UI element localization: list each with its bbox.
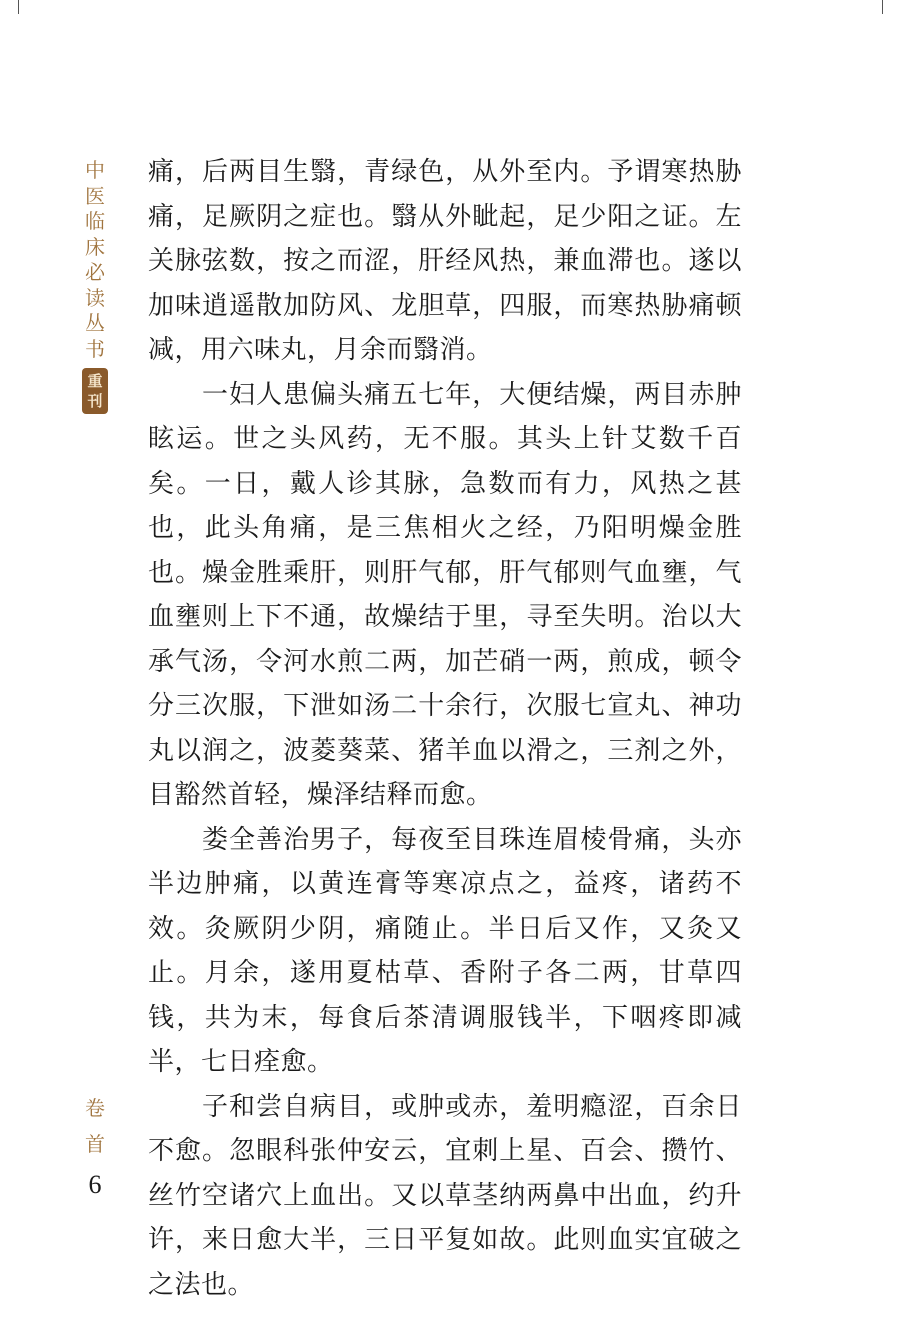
series-title-char: 读 (85, 285, 105, 310)
paragraph: 一妇人患偏头痛五七年，大便结燥，两目赤肿眩运。世之头风药，无不服。其头上针艾数千百矣。一日，戴人诊其脉，急数而有力，风热之甚也，此头角痛，是三焦相火之经，乃阳明燥金胜也。燥金胜乘肝，则肝气郁，肝气郁则气血壅，气血壅则上下不通，故燥结于里，寻至失明。治以大承气汤，令河水煎二两，加芒硝一两，煎成，顿令分三次服，下泄如汤二十余行，次服七宣丸、神功丸以润之，波菱葵菜、猪羊血以滑之，三剂之外，目豁然首轻，燥泽结释而愈。 (148, 379, 742, 810)
paragraph: 子和尝自病目，或肿或赤，羞明瘾涩，百余日不愈。忽眼科张仲安云，宜刺上星、百会、攒竹、丝竹空诸穴上血出。又以草茎纳两鼻中出血，约升许，来日愈大半，三日平复如故。此则血实宜破之之法也。 (148, 1091, 742, 1300)
seal-char: 刊 (87, 392, 103, 410)
series-title-char: 床 (85, 234, 105, 259)
series-title-char: 丛 (85, 311, 105, 335)
series-title-char: 必 (85, 260, 105, 284)
crop-mark-left (18, 0, 19, 14)
series-title-char: 临 (85, 209, 105, 233)
series-title-vertical (80, 158, 110, 414)
page-number: 6 (88, 1170, 102, 1199)
volume-label-vertical (82, 1090, 108, 1162)
series-title-char: 中 (85, 158, 105, 182)
paragraph: 娄全善治男子，每夜至目珠连眉棱骨痛，头亦半边肿痛，以黄连膏等寒凉点之，益疼，诸药不效。灸厥阴少阴，痛随止。半日后又作，又灸又止。月余，遂用夏枯草、香附子各二两，甘草四钱，共为末，每食后茶清调服钱半，下咽疼即减半，七日痊愈。 (148, 824, 742, 1077)
seal-char: 重 (87, 372, 103, 390)
reprint-seal (82, 368, 108, 414)
volume-label-char: 首 (85, 1132, 105, 1156)
series-title-char: 书 (85, 336, 105, 361)
series-title-char: 医 (85, 183, 105, 208)
paragraph-continued: 痛，后两目生翳，青绿色，从外至内。予谓寒热胁痛，足厥阴之症也。翳从外眦起，足少阳之证。左关脉弦数，按之而涩，肝经风热，兼血滞也。遂以加味逍遥散加防风、龙胆草，四服，而寒热胁痛顿减，用六味丸，月余而翳消。 (148, 157, 742, 365)
volume-label-char: 卷 (85, 1096, 105, 1120)
crop-mark-right (882, 0, 883, 14)
body-text (148, 150, 742, 1307)
